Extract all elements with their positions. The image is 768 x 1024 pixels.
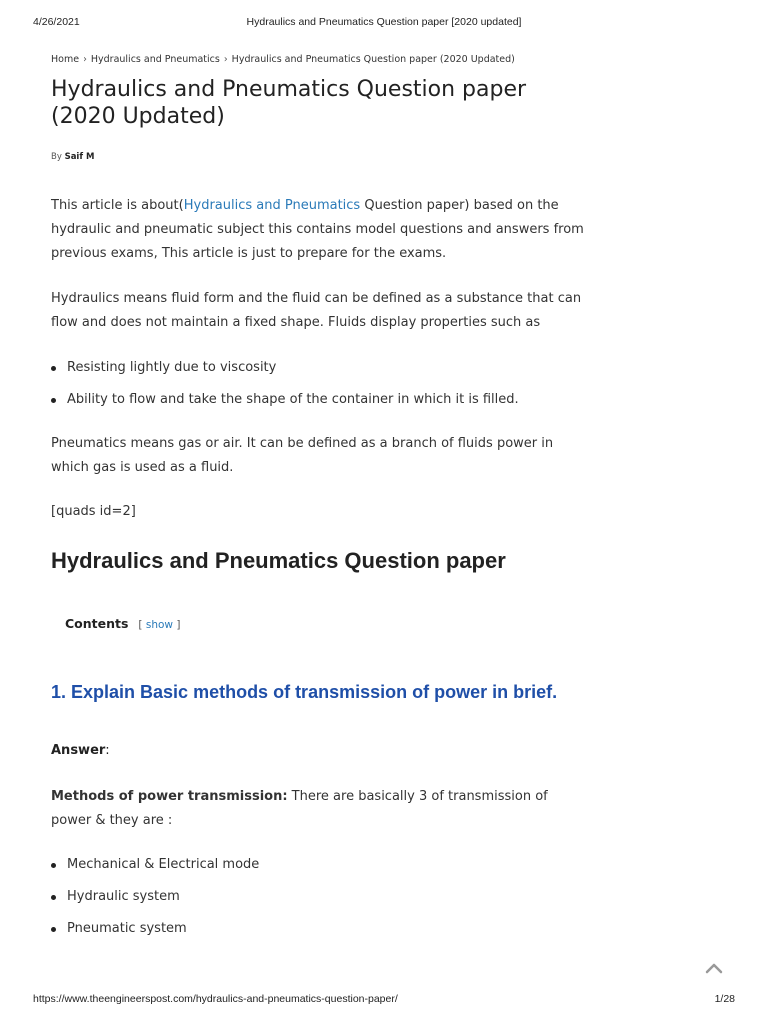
intro-link[interactable]: Hydraulics and Pneumatics <box>183 198 361 213</box>
print-title: Hydraulics and Pneumatics Question paper [2020 updated] <box>246 16 522 28</box>
byline-prefix: By <box>51 152 62 162</box>
print-page-number: 1/28 <box>714 993 735 1005</box>
breadcrumb-home[interactable]: Home <box>51 54 80 65</box>
breadcrumb-category[interactable]: Hydraulics and Pneumatics <box>90 54 220 65</box>
breadcrumb <box>51 54 515 65</box>
bullet-icon <box>51 927 56 932</box>
breadcrumb-separator: › <box>223 54 228 65</box>
answer-label <box>51 743 110 758</box>
chevron-up-icon[interactable] <box>705 960 723 974</box>
byline <box>51 152 94 162</box>
toc-toggle <box>138 619 180 631</box>
list-item-text: Resisting lightly due to viscosity <box>67 360 277 375</box>
toc-title: Contents <box>65 616 129 631</box>
list-item-text: Pneumatic system <box>67 921 187 936</box>
bullet-icon <box>51 366 56 371</box>
answer-label-text: Answer <box>51 743 106 758</box>
intro-paragraph <box>51 194 591 266</box>
question-heading: 1. Explain Basic methods of transmission of power in brief. <box>51 682 558 702</box>
list-item-text: Mechanical & Electrical mode <box>67 857 260 872</box>
list-item-text: Hydraulic system <box>67 889 180 904</box>
bullet-icon <box>51 863 56 868</box>
print-date: 4/26/2021 <box>33 16 80 28</box>
breadcrumb-separator: › <box>83 54 87 65</box>
methods-label: Methods of power transmission: <box>51 789 288 804</box>
shortcode-text: [quads id=2] <box>51 504 136 519</box>
author-name[interactable]: Saif M <box>64 152 95 162</box>
hydraulics-paragraph: Hydraulics means fluid form and the fluid can be defined as a substance that can flow and does not maintain a fixed shape. Fluids display properties such as <box>51 291 582 330</box>
table-of-contents <box>65 616 180 631</box>
toc-bracket-open: [ <box>138 619 143 631</box>
chevron-up-icon-graphic <box>705 961 723 975</box>
section-heading: Hydraulics and Pneumatics Question paper <box>51 548 506 573</box>
bullet-icon <box>51 398 56 403</box>
intro-text-before: This article is about( <box>51 198 184 213</box>
toc-show-link[interactable]: show <box>145 619 174 631</box>
answer-colon: : <box>105 743 110 758</box>
toc-bracket-close: ] <box>176 619 181 631</box>
print-url: https://www.theengineerspost.com/hydraulics-and-pneumatics-question-paper/ <box>33 993 398 1005</box>
pneumatics-paragraph: Pneumatics means gas or air. It can be defined as a branch of fluids power in which gas is used as a fluid. <box>51 436 554 475</box>
intro-text-after: Question paper) based on the hydraulic and pneumatic subject this contains model questions and answers from previous exams, This article is just to prepare for the exams. <box>51 198 584 261</box>
list-item-text: Ability to flow and take the shape of the container in which it is filled. <box>67 392 519 407</box>
page-title: Hydraulics and Pneumatics Question paper (2020 Updated) <box>51 77 527 129</box>
methods-paragraph <box>51 785 591 833</box>
bullet-icon <box>51 895 56 900</box>
methods-text: There are basically 3 of transmission of power & they are : <box>51 789 548 828</box>
breadcrumb-current: Hydraulics and Pneumatics Question paper (2020 Updated) <box>231 54 515 65</box>
